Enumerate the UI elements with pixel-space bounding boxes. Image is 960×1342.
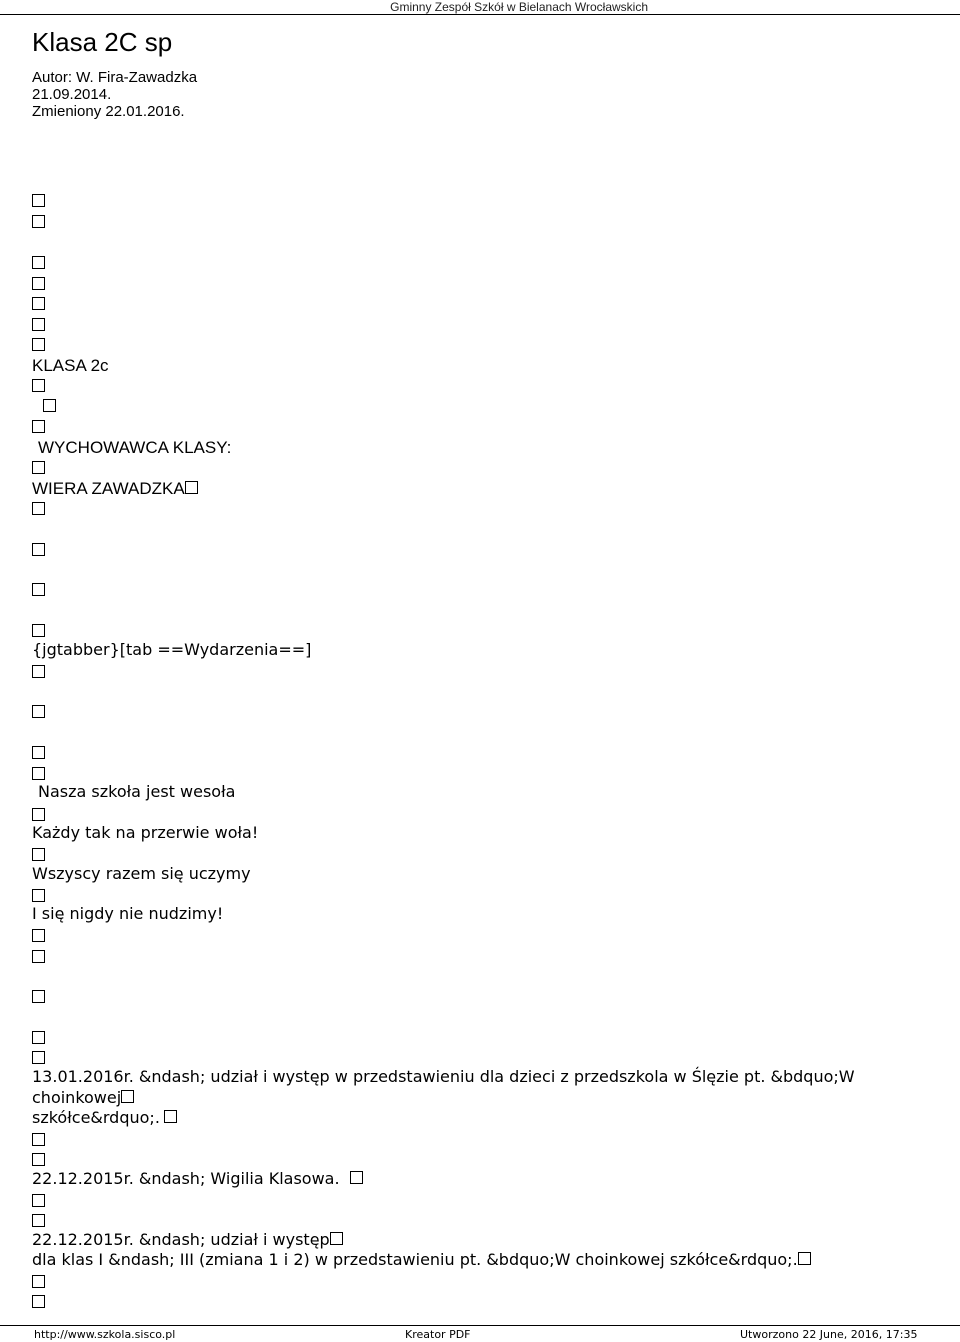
missing-glyph-icon [32, 705, 45, 718]
placeholder-glyph-line [32, 295, 45, 315]
poem-line-3: Wszyscy razem się uczymy [32, 864, 251, 883]
document-title: Klasa 2C sp [32, 27, 173, 57]
placeholder-glyph-line [32, 418, 45, 438]
missing-glyph-icon [798, 1252, 811, 1265]
placeholder-glyph-line [32, 316, 45, 336]
placeholder-glyph-line [32, 459, 45, 479]
poem-line-2: Każdy tak na przerwie woła! [32, 823, 259, 842]
event-1-text-c: szkółce&rdquo;. [32, 1108, 160, 1127]
placeholder-glyph-line [32, 377, 45, 397]
header-organization: Gminny Zespół Szkół w Bielanach Wrocławskich [390, 0, 648, 14]
missing-glyph-icon [32, 543, 45, 556]
missing-glyph-icon [32, 379, 45, 392]
jgtabber-tag: {jgtabber}[tab ==Wydarzenia==] [32, 640, 312, 659]
placeholder-glyph-line [32, 1029, 45, 1049]
missing-glyph-icon [121, 1090, 134, 1103]
missing-glyph-icon [32, 318, 45, 331]
missing-glyph-icon [32, 502, 45, 515]
placeholder-glyph-line [32, 1131, 45, 1151]
placeholder-glyph-line [32, 622, 45, 642]
missing-glyph-icon [32, 420, 45, 433]
poem-line-1: Nasza szkoła jest wesoła [38, 782, 236, 801]
missing-glyph-icon [43, 399, 56, 412]
placeholder-glyph-line [32, 948, 45, 968]
event-2-line [32, 1169, 363, 1189]
placeholder-glyph-line [32, 846, 45, 866]
placeholder-glyph-line [32, 927, 45, 947]
class-teacher-name: WIERA ZAWADZKA [32, 479, 185, 498]
event-3-line-a [32, 1230, 343, 1250]
placeholder-glyph-line [32, 500, 45, 520]
footer-url: http://www.szkola.sisco.pl [34, 1328, 176, 1341]
missing-glyph-icon [164, 1110, 177, 1123]
missing-glyph-icon [32, 338, 45, 351]
missing-glyph-icon [32, 1031, 45, 1044]
placeholder-glyph-line [32, 1273, 45, 1293]
missing-glyph-icon [32, 1214, 45, 1227]
document-date-created: 21.09.2014. [32, 86, 112, 103]
missing-glyph-icon [32, 665, 45, 678]
poem-line-4: I się nigdy nie nudzimy! [32, 904, 224, 923]
document-date-modified: Zmieniony 22.01.2016. [32, 103, 185, 120]
placeholder-glyph-line [32, 336, 45, 356]
missing-glyph-icon [32, 277, 45, 290]
placeholder-glyph-line [32, 703, 45, 723]
missing-glyph-icon [32, 990, 45, 1003]
placeholder-glyph-line [32, 1151, 45, 1171]
missing-glyph-icon [32, 808, 45, 821]
missing-glyph-icon [32, 1275, 45, 1288]
event-3-text-a: 22.12.2015r. &ndash; udział i występ [32, 1230, 330, 1249]
placeholder-glyph-line [32, 663, 45, 683]
missing-glyph-icon [32, 461, 45, 474]
missing-glyph-icon [350, 1171, 363, 1184]
missing-glyph-icon [32, 194, 45, 207]
event-3-line-b [32, 1250, 811, 1270]
placeholder-glyph-line [32, 254, 45, 274]
footer-generator: Kreator PDF [405, 1328, 471, 1341]
missing-glyph-icon [330, 1232, 343, 1245]
event-2-text: 22.12.2015r. &ndash; Wigilia Klasowa. [32, 1169, 345, 1188]
placeholder-glyph-line [32, 581, 45, 601]
missing-glyph-icon [32, 746, 45, 759]
missing-glyph-icon [32, 624, 45, 637]
missing-glyph-icon [32, 889, 45, 902]
missing-glyph-icon [32, 950, 45, 963]
missing-glyph-icon [32, 1133, 45, 1146]
class-heading: KLASA 2c [32, 356, 109, 375]
missing-glyph-icon [185, 481, 198, 494]
event-1-line-b [32, 1088, 134, 1108]
page-header [0, 0, 960, 15]
missing-glyph-icon [32, 1051, 45, 1064]
placeholder-glyph-line [32, 1212, 45, 1232]
placeholder-glyph-line [32, 275, 45, 295]
event-1-text-b: choinkowej [32, 1088, 122, 1107]
placeholder-glyph-line [32, 1293, 45, 1313]
placeholder-glyph-line [43, 397, 56, 417]
missing-glyph-icon [32, 215, 45, 228]
class-teacher-label: WYCHOWAWCA KLASY: [38, 438, 232, 457]
document-author: Autor: W. Fira-Zawadzka [32, 69, 198, 86]
placeholder-glyph-line [32, 192, 45, 212]
placeholder-glyph-line [32, 1049, 45, 1069]
missing-glyph-icon [32, 848, 45, 861]
placeholder-glyph-line [32, 541, 45, 561]
page-footer [0, 1325, 960, 1342]
missing-glyph-icon [32, 297, 45, 310]
footer-created: Utworzono 22 June, 2016, 17:35 [740, 1328, 918, 1341]
event-1-line-c [32, 1108, 177, 1128]
missing-glyph-icon [32, 583, 45, 596]
placeholder-glyph-line [32, 988, 45, 1008]
missing-glyph-icon [32, 767, 45, 780]
missing-glyph-icon [32, 1194, 45, 1207]
event-1-line-a: 13.01.2016r. &ndash; udział i występ w przedstawieniu dla dzieci z przedszkola w Ślęzie pt. &bdquo;W [32, 1067, 855, 1086]
placeholder-glyph-line [32, 744, 45, 764]
event-3-text-b: dla klas I &ndash; III (zmiana 1 i 2) w przedstawieniu pt. &bdquo;W choinkowej szkółce&rdquo;. [32, 1250, 798, 1269]
placeholder-glyph-line [32, 1192, 45, 1212]
class-teacher-name-line [32, 479, 198, 499]
placeholder-glyph-line [32, 213, 45, 233]
missing-glyph-icon [32, 1153, 45, 1166]
missing-glyph-icon [32, 1295, 45, 1308]
missing-glyph-icon [32, 256, 45, 269]
missing-glyph-icon [32, 929, 45, 942]
